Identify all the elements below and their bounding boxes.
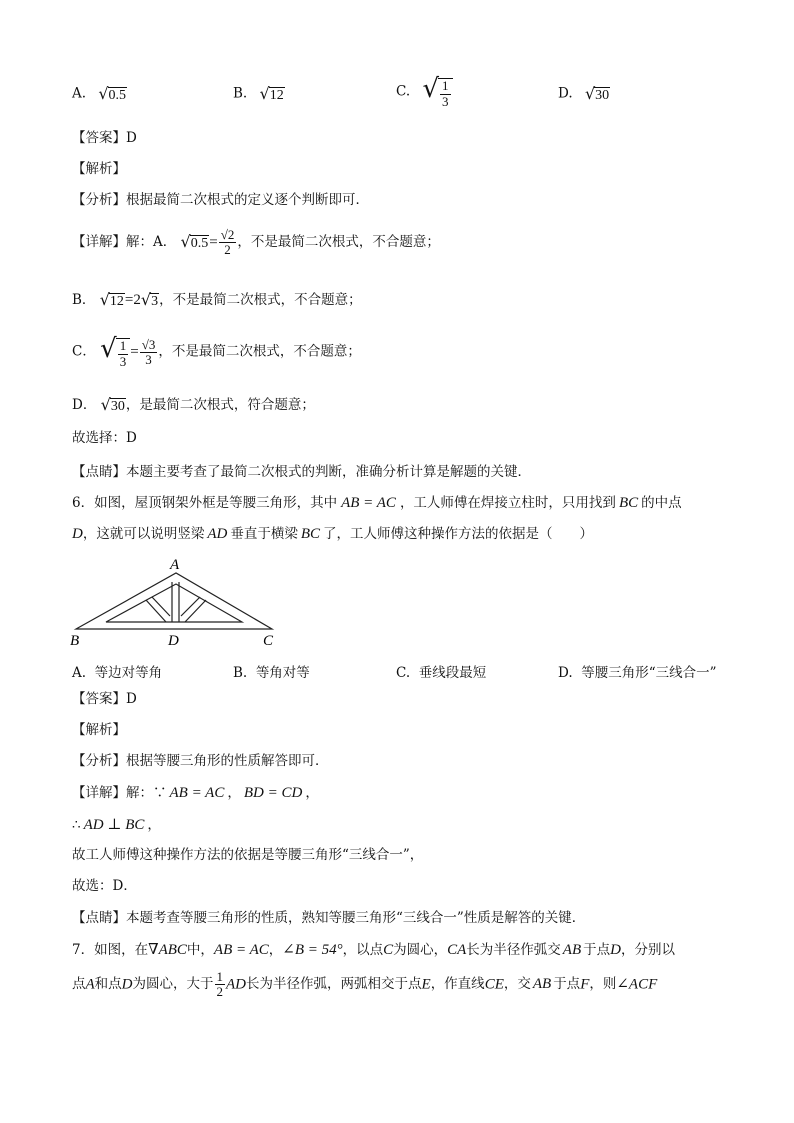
q7-stem-line2: 点A和点D为圆心，大于 $\frac{1}{2}$ AD长为半径作弧，两弧相交于点E，作直线CE，交 AB 于点F，则∠ACF xyxy=(72,969,658,1000)
option-label: A. xyxy=(72,85,87,102)
sqrt-fraction: √ $\frac{1}{3}$ xyxy=(100,336,130,369)
fraction: $\frac{√3}{3}$ xyxy=(141,336,156,367)
outer-triangle xyxy=(76,573,272,629)
q5-option-c xyxy=(396,74,453,109)
q6-stem-line2: D，这就可以说明竖梁 AD 垂直于横梁 BC 了，工人师傅这种操作方法的依据是（ ） xyxy=(72,526,594,542)
sqrt-expression: √0.5 xyxy=(180,232,209,252)
q6-option-d: D. 等腰三角形“三线合一” xyxy=(558,665,717,681)
q5-detail-c: C． √ $\frac{1}{3}$ = $\frac{√3}{3}$ ，不是最简二次根式，不合题意； xyxy=(72,334,361,369)
brace-right-1 xyxy=(185,600,206,622)
q5-answer: 【答案】D xyxy=(72,130,137,146)
option-label: B. xyxy=(233,85,248,102)
q6-dianjing: 【点睛】本题考查等腰三角形的性质，熟知等腰三角形“三线合一”性质是解答的关键． xyxy=(72,910,586,926)
sqrt-expression: √30 xyxy=(584,84,610,103)
label-d: D xyxy=(168,633,179,648)
q5-option-d xyxy=(558,84,610,104)
q5-analysis-heading: 【解析】 xyxy=(72,161,126,177)
fraction: $\frac{√2}{2}$ xyxy=(220,227,235,258)
label-c: C xyxy=(263,633,274,648)
q6-option-a: A. 等边对等角 xyxy=(72,665,163,681)
fraction: $\frac{1}{2}$ xyxy=(216,969,224,1000)
sqrt-fraction: √ $\frac{1}{3}$ xyxy=(422,74,452,109)
q5-option-b xyxy=(233,84,285,104)
q5-detail-b: B． √12=2√3，不是最简二次根式，不合题意； xyxy=(72,290,362,309)
q5-detail-d: D． √30，是最简二次根式，符合题意； xyxy=(72,395,315,414)
q6-answer: 【答案】D xyxy=(72,691,137,707)
label-a: A xyxy=(170,557,180,573)
inner-triangle xyxy=(106,584,242,622)
q6-detail: 【详解】解：∵ AB = AC ， BD = CD ， xyxy=(72,785,319,801)
sqrt-expression: √12 xyxy=(99,290,124,309)
q5-detail-a: 【详解】解：A． √0.5= $\frac{√2}{2}$ ，不是最简二次根式，不合题意； xyxy=(72,227,440,258)
option-label: C. xyxy=(396,83,411,100)
sqrt-expression: √12 xyxy=(259,84,284,103)
q6-stem-line1: 6．如图，屋顶钢架外框是等腰三角形，其中 AB = AC ，工人师傅在焊接立柱时，只用找到 BC 的中点 xyxy=(72,495,682,511)
label-b: B xyxy=(70,633,80,648)
q6-therefore: ∴ AD ⊥ BC ， xyxy=(72,817,161,833)
roof-truss-figure xyxy=(66,556,286,648)
q6-analysis-heading: 【解析】 xyxy=(72,722,126,738)
brace-left-1 xyxy=(146,600,166,622)
sqrt-expression: √30 xyxy=(100,395,125,414)
q5-fenxi: 【分析】根据最简二次根式的定义逐个判断即可． xyxy=(72,192,369,208)
q5-dianjing: 【点睛】本题主要考查了最简二次根式的判断，准确分析计算是解题的关键． xyxy=(72,464,531,480)
q6-reason: 故工人师傅这种操作方法的依据是等腰三角形“三线合一”， xyxy=(72,847,424,863)
q7-stem-line1: 7．如图，在∇ABC中，AB = AC，∠B = 54°，以点C为圆心，CA长为半径作弧交 AB 于点D，分别以 xyxy=(72,942,675,958)
brace-right-2 xyxy=(181,597,200,616)
q5-option-a xyxy=(72,84,127,104)
sqrt-expression: √3 xyxy=(140,290,159,309)
sqrt-expression: √0.5 xyxy=(98,84,127,103)
q5-choice: 故选择：D xyxy=(72,430,137,446)
q6-fenxi: 【分析】根据等腰三角形的性质解答即可． xyxy=(72,753,329,769)
q6-option-b: B. 等角对等 xyxy=(233,665,310,681)
q6-option-c: C. 垂线段最短 xyxy=(396,665,487,681)
option-label: D. xyxy=(558,85,573,102)
q6-choice: 故选：D． xyxy=(72,878,137,894)
brace-left-2 xyxy=(152,597,170,616)
